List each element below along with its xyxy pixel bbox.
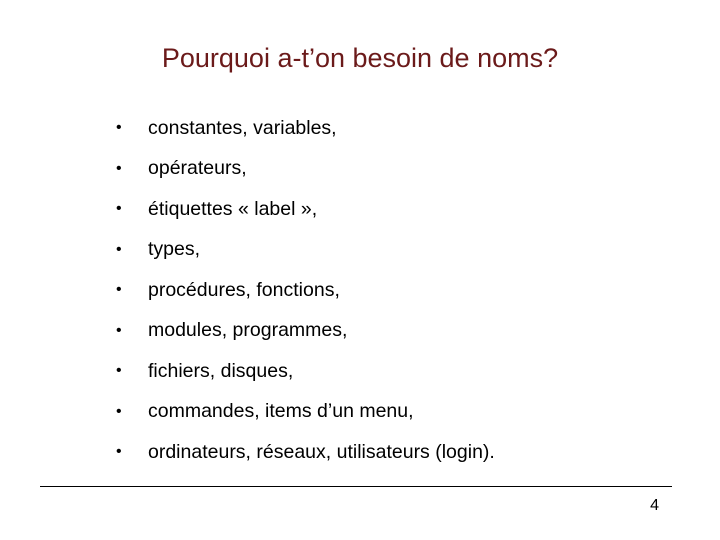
list-item	[116, 189, 495, 230]
bullet-icon: •	[116, 362, 122, 380]
list-item-text: modules, programmes,	[148, 319, 348, 342]
list-item-text: types,	[148, 238, 201, 261]
list-item-text: opérateurs,	[148, 157, 247, 180]
list-item	[116, 108, 495, 149]
list-item-text: fichiers, disques,	[148, 359, 294, 382]
bullet-icon: •	[116, 402, 122, 420]
list-item	[116, 230, 495, 271]
list-item	[116, 432, 495, 473]
bullet-icon: •	[116, 240, 122, 258]
list-item-text: procédures, fonctions,	[148, 278, 340, 301]
bullet-icon: •	[116, 281, 122, 299]
bullet-list	[116, 108, 495, 473]
page-number: 4	[650, 497, 659, 514]
list-item-text: constantes, variables,	[148, 116, 337, 139]
list-item-text: ordinateurs, réseaux, utilisateurs (login).	[148, 440, 495, 463]
list-item	[116, 392, 495, 433]
bullet-icon: •	[116, 200, 122, 218]
slide-title: Pourquoi a-t’on besoin de noms?	[161, 43, 559, 73]
list-item-text: commandes, items d’un menu,	[148, 400, 414, 423]
bullet-icon: •	[116, 443, 122, 461]
bullet-icon: •	[116, 321, 122, 339]
bullet-icon: •	[116, 119, 122, 137]
list-item	[116, 270, 495, 311]
list-item-text: étiquettes « label »,	[148, 197, 318, 220]
footer-divider	[40, 486, 672, 487]
list-item	[116, 311, 495, 352]
list-item	[116, 351, 495, 392]
bullet-icon: •	[116, 159, 122, 177]
list-item	[116, 149, 495, 190]
